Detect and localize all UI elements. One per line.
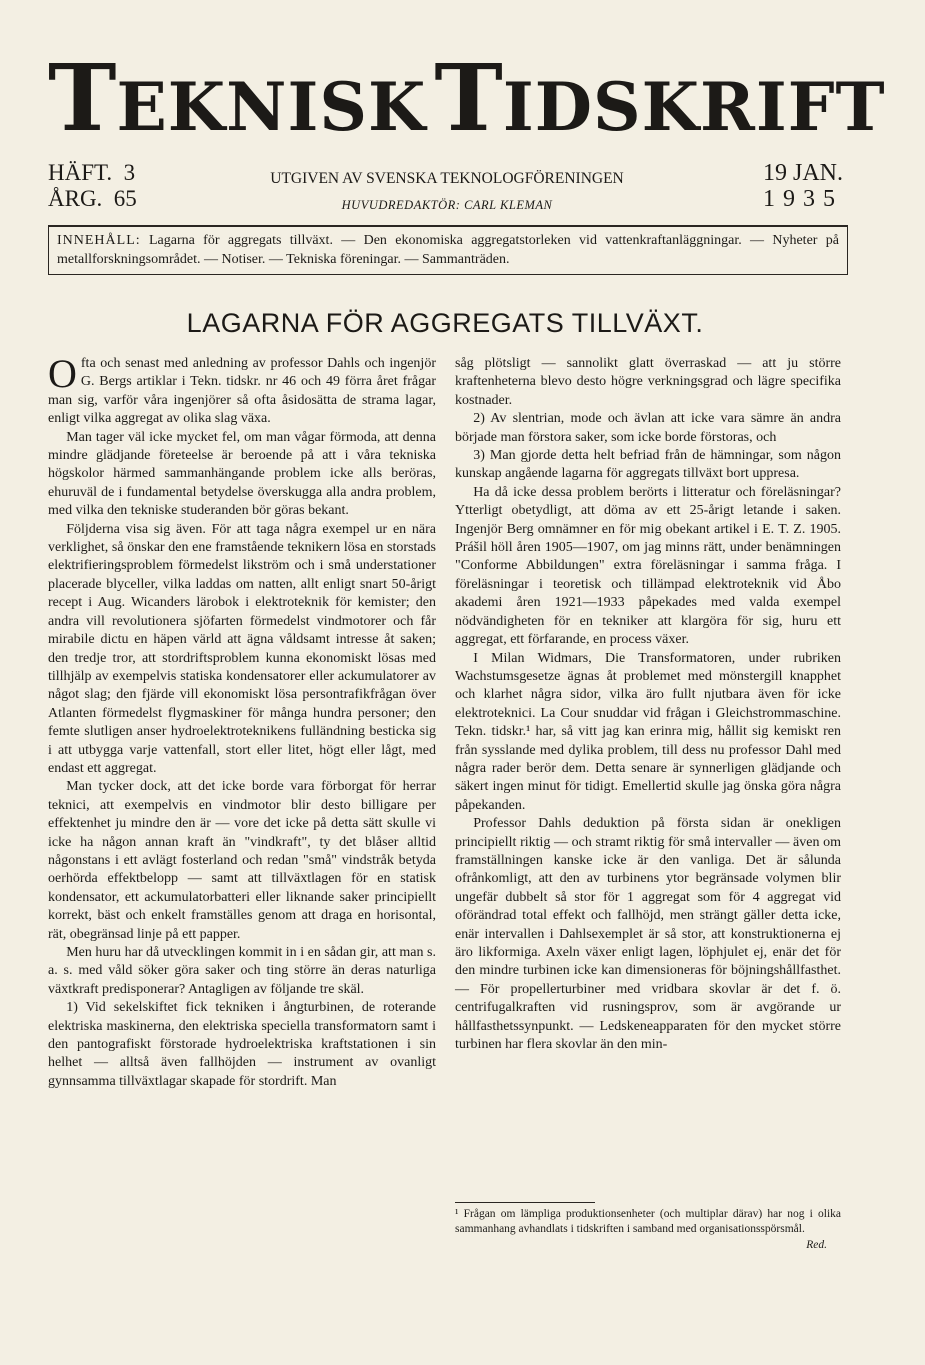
masthead-initial: T [434,44,503,152]
editor-line: HUVUDREDAKTÖR: CARL KLEMAN [341,198,553,212]
paragraph: Ha då icke dessa problem berörts i litteratur och föreläsningar? Ytterligt obetydligt, att döma av ett 25-årigt letande i saken. Ingenjör Berg omnämner en för mig obekant artikel i E. T. Z. 1905. Prášil höll åren 1905—1907, om jag minns rätt, under benämningen "Conforme Abbildungen" extra föreläsningar i samma fråga. I föreläsningar i teoretisk och tillämpad elektroteknik vid Åbo akademi åren 1921—1933 påpekades med valda exempel nödvändigheten för en tekniker att klargöra för sig, huru ett aggregat, ett förfarande, en process växer. [455,484,841,648]
issue-date: 19 JAN. [762,160,843,186]
paragraph: 1) Vid sekelskiftet fick tekniken i ångturbinen, de roterande elektriska maskinerna, den elektriska speciella transformatorn samt i den pantografiskt förstorade hydroelektriska kraftstationen i sin helhet — alltså även fallhöjden — instrument av ovanligt gynnsamma tillväxtlagar skapade för stordrift. Man [48,1000,436,1089]
footnote-divider [455,1202,595,1203]
contents-box [48,225,848,275]
article-column-left [48,351,436,1091]
paragraph: I Milan Widmars, Die Transformatoren, under rubriken Wachstumsgesetze ägnas åt problemet med mönstergill knapphet och klarhet några sidor, vilka äro fullt njutbara även för icke elektroteknici. La Cour snuddar vid frågan i Gleichstrommaschine. Tekn. tidskr.¹ har, så vitt jag kan erinra mig, hållit sig kemiskt ren från sysslande med dylika problem, till dess nu professor Dahl med några rader berör dem. Detta senare är synnerligen glädjande och säkert ingen minut för tidigt. Emellertid skulle jag önska göra några påpekanden. [455,650,841,813]
contents-text: Lagarna för aggregats tillväxt. — Den ekonomiska aggregatstorleken vid vattenkraftanläggningar. — Nyheter på metallforskningsområdet. — Notiser. — Tekniska föreningar. — Sammanträden. [57,233,839,267]
paragraph [48,351,436,429]
issue-info [48,160,137,212]
footnote [455,1207,841,1253]
masthead-rest: IDSKRIFT [502,68,886,146]
paragraph: Följderna visa sig även. För att taga några exempel ur en nära verklighet, så önskar den ene framstående teknikern lösa en storstads elektrifieringsproblem förmedelst likström och i små understationer placerade blyceller, vilka laddas om natten, allt enligt snart 50-årigt recept i Aug. Wicanders lärobok i elektroteknik för kemister; den andra vill revolutionera sjöfarten förmedelst vindmotorer och får mirabile dictu en häpen värld att ägna våldsamt intresse åt saken; den tredje tror, att stordriftsproblem kunna ekonomiskt lösas med tillhjälp av exempelvis statiska kondensatorer eller ackumulatorer av något slag; den fjärde vill ekonomiskt lösa persontrafikfrågan över Atlanten förmedelst flygmaskiner för många hundra personer; den femte slutligen anser hydroelektroteknikens fulländning besticka sig i att utbygga varje vattenfall, stort eller litet, högt eller lågt, med endast ett aggregat. [48,521,436,776]
volume-number: ÅRG. 65 [48,186,137,211]
publisher-line: UTGIVEN AV SVENSKA TEKNOLOGFÖRENINGEN [270,170,624,187]
issue-year: 1935 [763,186,843,212]
masthead-word-tidskrift [434,44,886,152]
masthead [48,44,886,152]
paragraph: Man tager väl icke mycket fel, om man vågar förmoda, att denna mindre glädjande företeelse är beroende på att i våra tekniska högskolor härmed sammanhängande problem icke alls beröras, ehuruväl de i fundamental betydelse överskugga alla andra problem, med vilka den tekniske studeranden bör göras bekant. [48,429,436,519]
footnote-signature: Red. [806,1239,827,1251]
article-column-right [455,355,841,1054]
date-info [763,160,843,212]
footnote-text: ¹ Frågan om lämpliga produktionsenheter (och multiplar därav) har nog i olika sammanhang avhandlats i tidskriften i samband med organisationsspörsmål. [455,1208,841,1235]
publisher-info [232,166,662,218]
masthead-rest: EKNISK [116,68,427,146]
paragraph: 2) Av slentrian, mode och ävlan att icke vara sämre än andra började man förstora saker, som icke borde förstoras, och [455,411,841,445]
masthead-word-teknisk [48,44,427,152]
paragraph: Man tycker dock, att det icke borde vara förborgat för herrar teknici, att exempelvis en vindmotor blir desto billigare per effektenhet ju mindre den är — vore det icke på detta sätt skulle vi icke ha någon annan kraft än "vindkraft", ty det blåser alltid någonstans i ett avlägt fosterland och redan "små" vindstråk betyda oerhörda effektbelopp — samt att tillväxtlagen för en statisk kondensator, ett ackumulatorbatteri eller liknande saker principiellt korrekt, bäst och enkelt framställes genom att draga en horisontal, rät, obegränsad linje på ett papper. [48,779,436,942]
masthead-initial: T [48,44,117,152]
drop-cap: O [48,351,77,396]
paragraph: 3) Man gjorde detta helt befriad från de hämningar, som någon kunskap angående lagarna för aggregats tillväxt bort uppresa. [455,448,841,482]
issue-number: HÄFT. 3 [48,160,136,185]
contents-label: INNEHÅLL: [57,233,141,248]
paragraph-text: fta och senast med anledning av professor Dahls och ingenjör G. Bergs artiklar i Tekn. tidskr. nr 46 och 49 förra året frågar man sig, varför våra ingenjörer så ofta åsidosätta de strama lagar, enligt vilka aggregat av olika slag växa. [48,356,436,427]
article-title: LAGARNA FÖR AGGREGATS TILLVÄXT. [186,308,704,338]
paragraph: Professor Dahls deduktion på första sidan är onekligen principiellt riktig — och stramt riktig för små intervaller — även om framställningen kanske icke är den vanliga. Det är sålunda ofrånkomligt, att den av turbinens ytor begränsade volymen blir ungefär dubbelt så stor för 1 aggregat som för 4 aggregat vid oförändrad total effekt och fallhöjd, men strängt gäller detta icke, enär intervallen i Dahlsexemplet är så stor, att konstruktionerna ej äro likformiga. Axeln växer enligt lagen, löphjulet ej, enär det för den mindre turbinen icke kan dimensioneras för böjningshållfasthet. — För propellerturbiner med vridbara skovlar är det f. ö. centrifugalkraften vid rusningsprov, som är avgörande ur hållfasthetssynpunkt. — Ledskeneapparaten för den mycket större turbinen har flera skovlar än den min- [455,816,841,1053]
paragraph: Men huru har då utvecklingen kommit in i en sådan gir, att man s. a. s. med våld söker göra saker och ting större än deras naturliga växtkraft predisponerar? Antagligen av följande tre skäl. [48,945,436,997]
paragraph: såg plötsligt — sannolikt glatt överraskad — att ju större kraftenheterna blevo desto högre verkningsgrad och lägre specifika kostnader. [455,356,841,408]
